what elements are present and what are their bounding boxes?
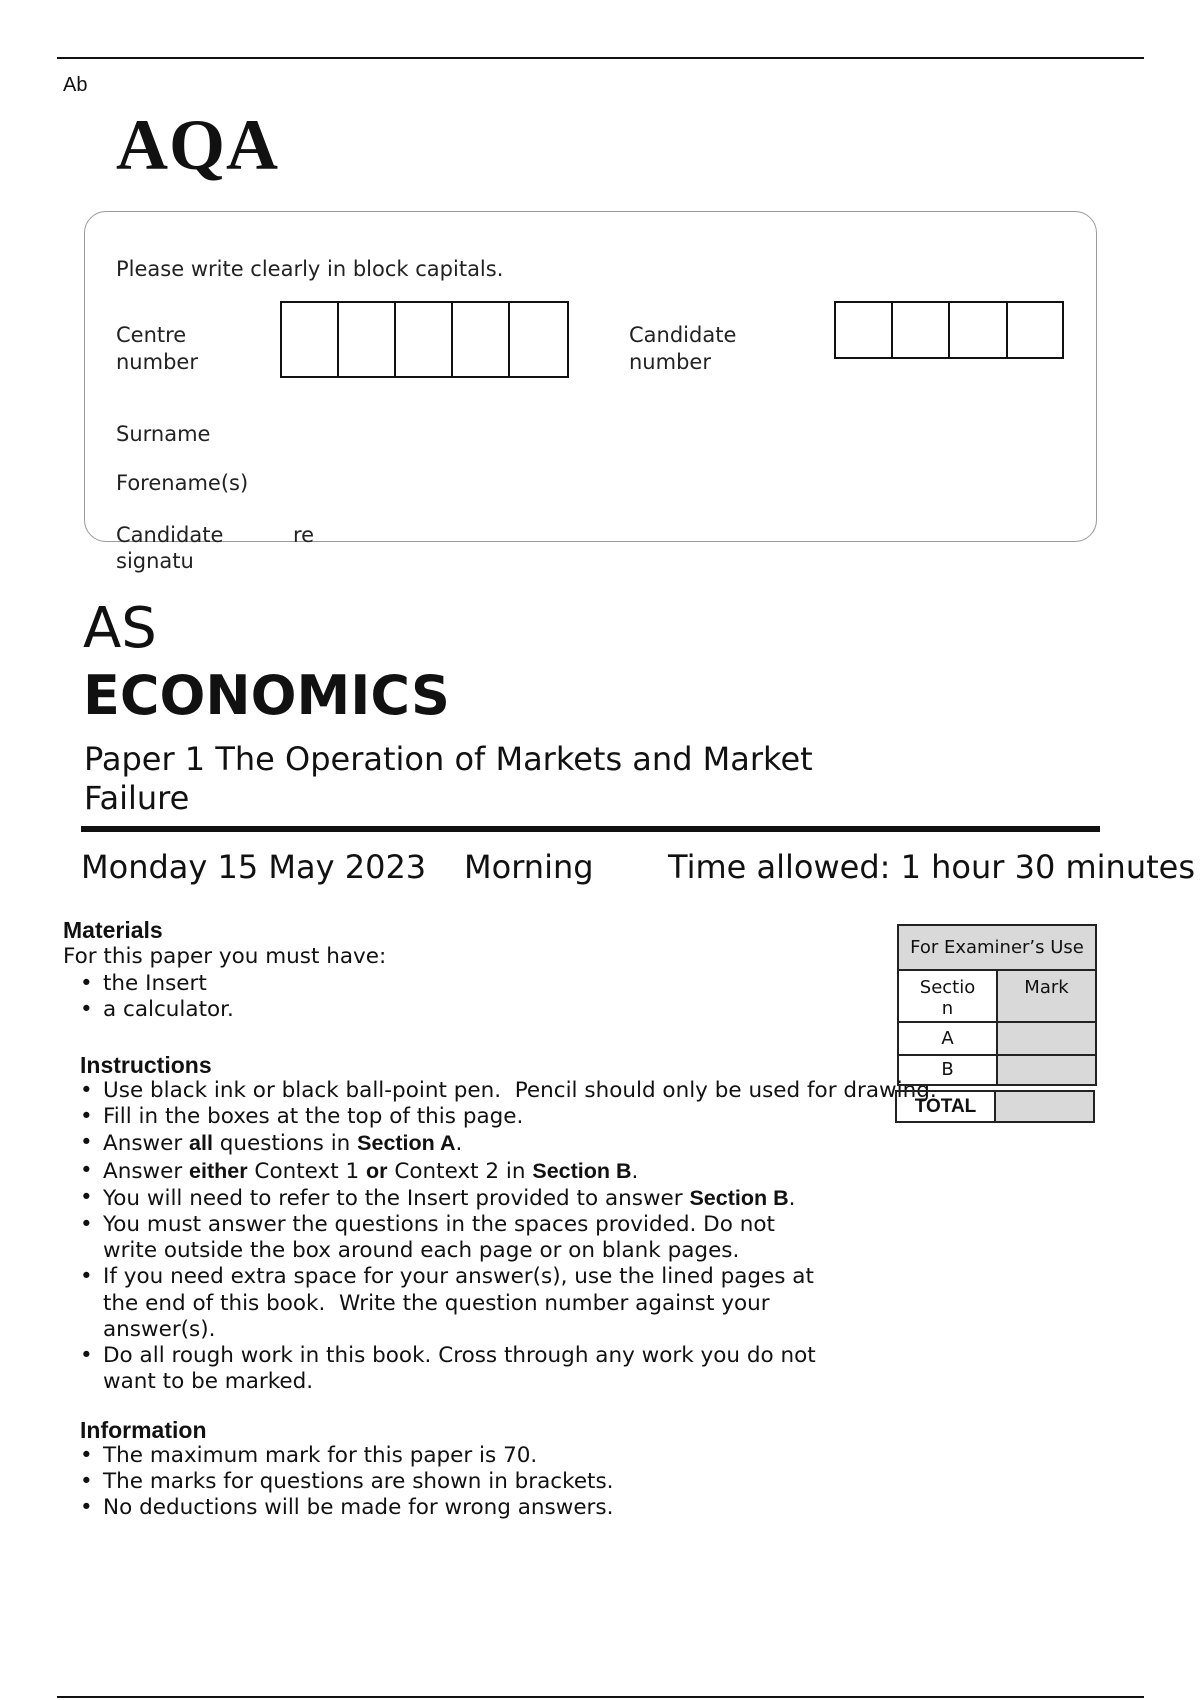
- candidate-signature-label-2: re: [293, 523, 315, 547]
- centre-number-digit-2[interactable]: [339, 303, 396, 376]
- candidate-signature-label-3: signatu: [116, 549, 194, 573]
- centre-number-digit-4[interactable]: [453, 303, 510, 376]
- candidate-number-digit-4[interactable]: [1008, 303, 1062, 357]
- list-item: • If you need extra space for your answer(s), use the lined pages at the end of this book. Write the question number against your answer(s).: [80, 1264, 1080, 1343]
- examiner-row-b-label: B: [897, 1054, 998, 1086]
- surname-label: Surname: [116, 422, 211, 446]
- information-list: [80, 1443, 614, 1522]
- centre-number-digit-3[interactable]: [396, 303, 453, 376]
- examiner-use-table: [897, 924, 1097, 1124]
- examiner-row-a-mark[interactable]: [996, 1021, 1097, 1056]
- centre-number-digit-5[interactable]: [510, 303, 567, 376]
- centre-number-label: Centre number: [116, 323, 198, 374]
- list-item: • Answer all questions in Section A.: [80, 1130, 1080, 1157]
- information-heading: Information: [80, 1417, 207, 1443]
- exam-date: Monday 15 May 2023: [81, 848, 427, 886]
- candidate-number-digit-2[interactable]: [893, 303, 950, 357]
- candidate-signature-label-1: Candidate: [116, 523, 224, 547]
- list-item: • The marks for questions are shown in brackets.: [80, 1469, 614, 1495]
- paper-title: Paper 1 The Operation of Markets and Market Failure: [84, 740, 813, 817]
- materials-heading: Materials: [63, 917, 163, 943]
- time-allowed: Time allowed: 1 hour 30 minutes: [668, 848, 1195, 886]
- list-item: • You must answer the questions in the spaces provided. Do not write outside the box around each page or on blank pages.: [80, 1212, 1080, 1264]
- instructions-list: [80, 1078, 1080, 1395]
- aqa-logo: AQA: [116, 105, 279, 185]
- bottom-rule: [57, 1696, 1144, 1698]
- list-item: • You will need to refer to the Insert provided to answer Section B.: [80, 1185, 1080, 1212]
- list-item: • a calculator.: [80, 997, 234, 1023]
- materials-list: [80, 971, 234, 1023]
- document-reference: Ab: [63, 74, 88, 96]
- title-divider: [81, 826, 1100, 832]
- examiner-total-label: TOTAL: [895, 1090, 996, 1123]
- forename-label: Forename(s): [116, 471, 249, 495]
- list-item: • The maximum mark for this paper is 70.: [80, 1443, 614, 1469]
- examiner-row-b-mark[interactable]: [996, 1054, 1097, 1086]
- list-item: • Fill in the boxes at the top of this page.: [80, 1104, 1080, 1130]
- list-item: • No deductions will be made for wrong answers.: [80, 1495, 614, 1521]
- materials-intro: For this paper you must have:: [63, 944, 387, 969]
- list-item: • Use black ink or black ball-point pen. Pencil should only be used for drawing.: [80, 1078, 1080, 1104]
- subject-title: ECONOMICS: [83, 664, 450, 727]
- examiner-row-a-label: A: [897, 1021, 998, 1056]
- candidate-number-boxes: [834, 301, 1064, 359]
- candidate-number-digit-1[interactable]: [836, 303, 893, 357]
- list-item: • the Insert: [80, 971, 234, 997]
- candidate-number-label: Candidate number: [629, 323, 737, 374]
- qualification-level: AS: [83, 596, 157, 661]
- examiner-total-mark[interactable]: [994, 1090, 1095, 1123]
- block-capitals-instruction: Please write clearly in block capitals.: [116, 257, 504, 281]
- examiner-table-title: For Examiner’s Use: [897, 924, 1097, 971]
- list-item: • Answer either Context 1 or Context 2 in Section B.: [80, 1158, 1080, 1185]
- centre-number-boxes: [280, 301, 569, 378]
- instructions-heading: Instructions: [80, 1052, 212, 1078]
- examiner-col-section: Sectio n: [897, 969, 998, 1023]
- top-rule: [57, 57, 1144, 59]
- centre-number-digit-1[interactable]: [282, 303, 339, 376]
- examiner-col-mark: Mark: [996, 969, 1097, 1023]
- candidate-number-digit-3[interactable]: [950, 303, 1008, 357]
- exam-session: Morning: [464, 848, 594, 886]
- list-item: • Do all rough work in this book. Cross through any work you do not want to be marked.: [80, 1343, 1080, 1395]
